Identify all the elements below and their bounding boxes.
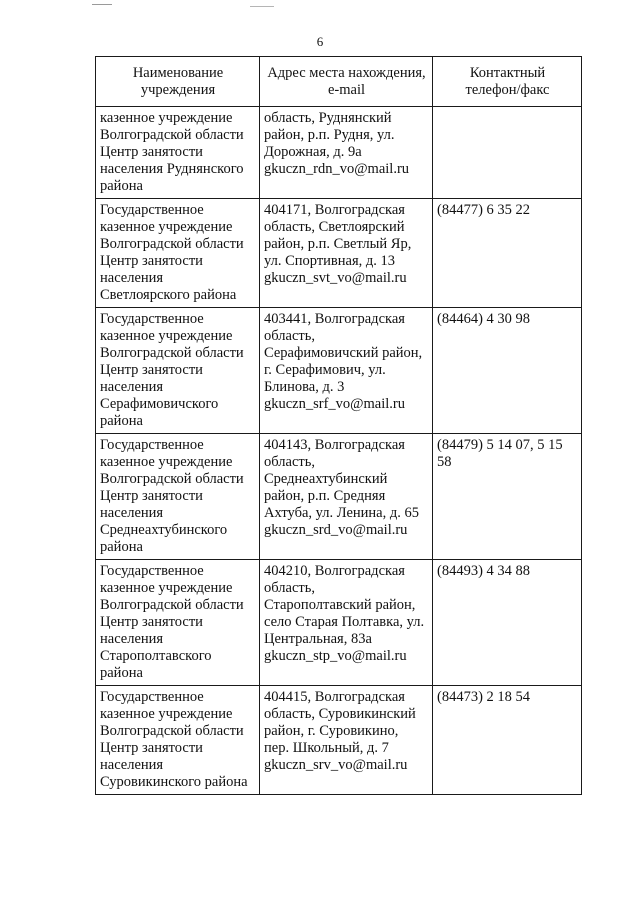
phone-cell [433,560,582,686]
cell-text-line: (84493) 4 34 88 [437,563,531,579]
cell-text-line: ул. Спортивная, д. 13 [264,253,396,269]
cell-text-line: gkuczn_srd_vo@mail.ru [264,522,408,538]
cell-text-line: населения Руднянского [100,161,244,177]
table-row [96,560,582,686]
phone-cell [433,107,582,199]
cell-text-line: Дорожная, д. 9а [264,144,362,160]
cell-text-line: Старополтавский район, [264,597,416,613]
cell-text-line: Государственное [100,311,204,327]
header-institution-name [96,57,260,107]
cell-text-line: 58 [437,454,452,470]
cell-text-line: Ахтуба, ул. Ленина, д. 65 [264,505,419,521]
table-body [96,107,582,795]
cell-text-line: Центр занятости [100,144,203,160]
cell-text-line: населения [100,505,164,521]
table-row [96,107,582,199]
cell-text-line: (84464) 4 30 98 [437,311,531,327]
cell-text-line: Государственное [100,563,204,579]
cell-text-line: казенное учреждение [100,454,233,470]
address-cell [260,434,433,560]
header-line: Наименование [132,65,224,81]
address-cell [260,199,433,308]
cell-text-line: 404415, Волгоградская [264,689,405,705]
institution-name-cell [96,199,260,308]
table-header-row [96,57,582,107]
header-line: Адрес места нахождения, [267,65,426,81]
address-cell [260,686,433,795]
cell-text-line: пер. Школьный, д. 7 [264,740,389,756]
institution-name-cell [96,107,260,199]
cell-text-line: Среднеахтубинский [264,471,388,487]
cell-text-line: gkuczn_svt_vo@mail.ru [264,270,407,286]
cell-text-line: казенное учреждение [100,219,233,235]
cell-text-line: Старополтавского [100,648,212,664]
table-row [96,434,582,560]
institutions-table [95,56,582,795]
cell-text-line: (84479) 5 14 07, 5 15 [437,437,563,453]
cell-text-line: район, р.п. Светлый Яр, [264,236,412,252]
cell-text-line: Центр занятости [100,253,203,269]
cell-text-line: область, Руднянский [264,110,392,126]
cell-text-line: gkuczn_srf_vo@mail.ru [264,396,405,412]
cell-text-line: (84477) 6 35 22 [437,202,531,218]
scan-artifact-mark [250,6,274,7]
header-line: e-mail [327,82,366,98]
cell-text-line: Среднеахтубинского [100,522,228,538]
cell-text-line: г. Серафимович, ул. [264,362,386,378]
cell-text-line: Суровикинского района [100,774,248,790]
cell-text-line: населения [100,379,164,395]
institution-name-cell [96,434,260,560]
cell-text-line: Государственное [100,689,204,705]
cell-text-line: Светлоярского района [100,287,237,303]
cell-text-line: Серафимовичского [100,396,219,412]
phone-cell [433,434,582,560]
cell-text-line: gkuczn_srv_vo@mail.ru [264,757,408,773]
institution-name-cell [96,308,260,434]
cell-text-line: казенное учреждение [100,328,233,344]
cell-text-line: Государственное [100,437,204,453]
cell-text-line: 403441, Волгоградская [264,311,405,327]
institution-name-cell [96,560,260,686]
cell-text-line: область, [264,454,315,470]
header-line: учреждения [140,82,216,98]
cell-text-line: gkuczn_stp_vo@mail.ru [264,648,407,664]
header-line: Контактный [469,65,546,81]
cell-text-line: Центр занятости [100,362,203,378]
cell-text-line: казенное учреждение [100,580,233,596]
header-contact-phone [433,57,582,107]
cell-text-line: Серафимовичский район, [264,345,423,361]
phone-cell [433,686,582,795]
cell-text-line: 404210, Волгоградская [264,563,405,579]
cell-text-line: Центральная, 83а [264,631,372,647]
cell-text-line: Государственное [100,202,204,218]
table-row [96,308,582,434]
cell-text-line: казенное учреждение [100,110,233,126]
address-cell [260,308,433,434]
cell-text-line: казенное учреждение [100,706,233,722]
cell-text-line: область, [264,580,315,596]
cell-text-line: района [100,539,143,555]
cell-text-line: Волгоградской области [100,723,244,739]
cell-text-line: населения [100,757,164,773]
cell-text-line: населения [100,631,164,647]
institution-name-cell [96,686,260,795]
address-cell [260,560,433,686]
cell-text-line: район, р.п. Средняя [264,488,386,504]
cell-text-line: Волгоградской области [100,597,244,613]
cell-text-line: Волгоградской области [100,345,244,361]
cell-text-line: Центр занятости [100,614,203,630]
cell-text-line: gkuczn_rdn_vo@mail.ru [264,161,410,177]
phone-cell [433,308,582,434]
cell-text-line: село Старая Полтавка, ул. [264,614,425,630]
cell-text-line: 404143, Волгоградская [264,437,405,453]
scan-artifact-mark [92,4,112,5]
cell-text-line: района [100,665,143,681]
cell-text-line: района [100,178,143,194]
cell-text-line: населения [100,270,164,286]
cell-text-line: Волгоградской области [100,127,244,143]
cell-text-line: 404171, Волгоградская [264,202,405,218]
cell-text-line: область, [264,328,315,344]
header-line: телефон/факс [465,82,550,98]
table-row [96,199,582,308]
table-row [96,686,582,795]
cell-text-line: Волгоградской области [100,471,244,487]
header-address-email [260,57,433,107]
cell-text-line: область, Светлоярский [264,219,405,235]
cell-text-line: район, р.п. Рудня, ул. [264,127,395,143]
cell-text-line: (84473) 2 18 54 [437,689,531,705]
cell-text-line: Центр занятости [100,488,203,504]
page-number: 6 [316,34,324,49]
phone-cell [433,199,582,308]
cell-text-line: района [100,413,143,429]
cell-text-line: Центр занятости [100,740,203,756]
cell-text-line: Блинова, д. 3 [264,379,345,395]
cell-text-line: район, г. Суровикино, [264,723,399,739]
address-cell [260,107,433,199]
cell-text-line: Волгоградской области [100,236,244,252]
cell-text-line: область, Суровикинский [264,706,416,722]
